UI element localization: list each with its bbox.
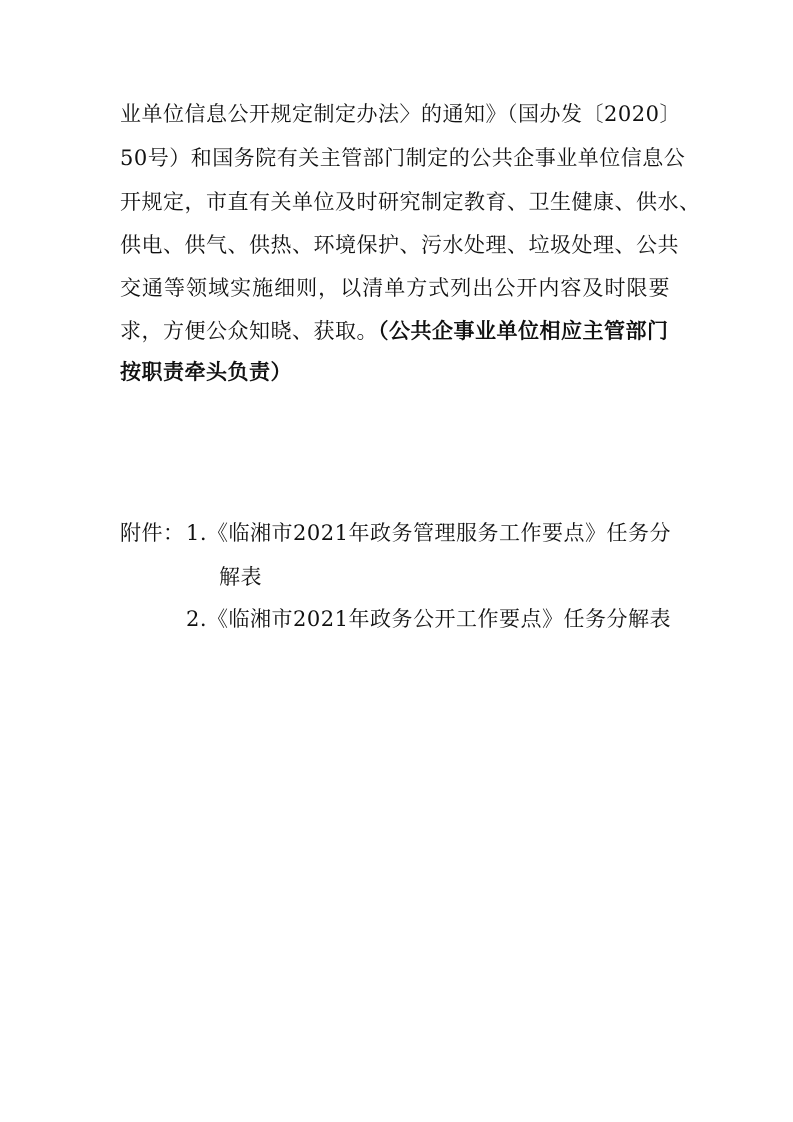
responsibility-note-start: （公共企事业单位相应主管部门 [378, 319, 669, 343]
body-line-5: 交通等领域实施细则，以清单方式列出公开内容及时限要 [120, 276, 670, 300]
attachment-item-1-continued: 解表 [219, 565, 262, 589]
attachment-item-1: 1.《临湘市2021年政务管理服务工作要点》任务分 [186, 521, 671, 545]
responsibility-note-end: 按职责牵头负责） [120, 360, 292, 384]
body-line-2: 50号）和国务院有关主管部门制定的公共企事业单位信息公 [120, 146, 686, 170]
body-line-6 [120, 315, 669, 347]
body-line-1: 业单位信息公开规定制定办法〉的通知》（国办发〔2020〕 [120, 102, 681, 126]
body-line-4: 供电、供气、供热、环境保护、污水处理、垃圾处理、公共 [120, 233, 679, 257]
attachment-item-2: 2.《临湘市2021年政务公开工作要点》任务分解表 [186, 607, 671, 631]
body-line-3: 开规定，市直有关单位及时研究制定教育、卫生健康、供水、 [120, 190, 701, 214]
attachments-label: 附件： [120, 521, 185, 545]
body-line-6-text: 求，方便公众知晓、获取。 [120, 319, 378, 343]
